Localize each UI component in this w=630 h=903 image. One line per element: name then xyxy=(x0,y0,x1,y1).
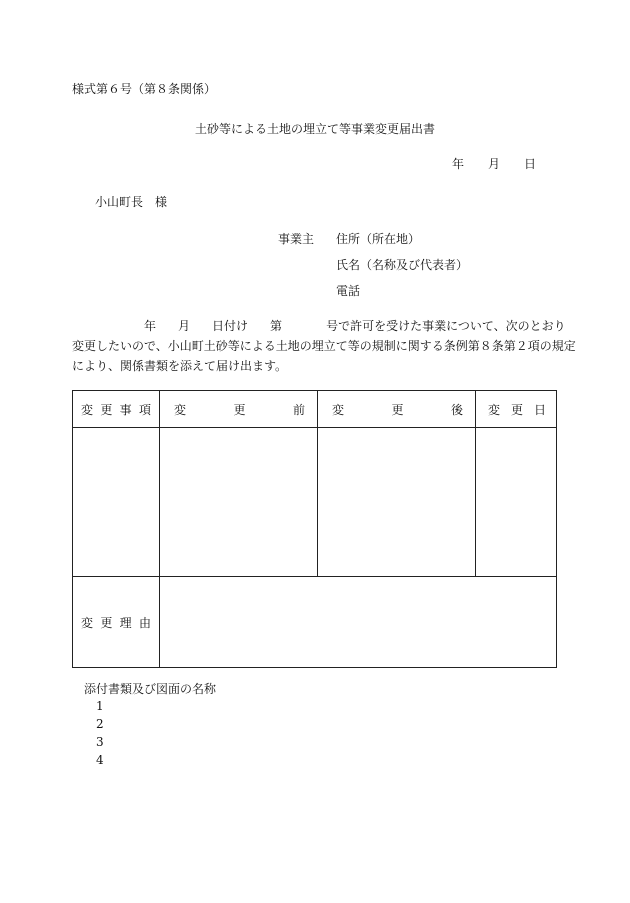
permit-number-prefix: 第 xyxy=(270,319,283,333)
form-number: 様式第６号（第８条関係） xyxy=(72,82,217,96)
document-title: 土砂等による土地の埋立て等事業変更届出書 xyxy=(194,122,435,136)
date-month-label: 月 xyxy=(488,157,501,171)
applicant-address-field[interactable]: 住所（所在地） xyxy=(336,232,421,246)
attachments-title: 添付書類及び図面の名称 xyxy=(84,682,217,696)
after-change-cell[interactable] xyxy=(318,428,476,577)
before-change-cell[interactable] xyxy=(160,428,318,577)
applicant-name-field[interactable]: 氏名（名称及び代表者） xyxy=(336,258,469,272)
body-line-2: 変更したいので、小山町土砂等による土地の埋立て等の規制に関する条例第８条第２項の規定 xyxy=(72,339,576,353)
reason-cell[interactable] xyxy=(160,577,557,668)
date-line xyxy=(452,155,536,172)
addressee: 小山町長 様 xyxy=(95,195,168,209)
change-date-cell[interactable] xyxy=(476,428,557,577)
attachment-item: 2 xyxy=(96,717,104,731)
date-day-label: 日 xyxy=(524,157,537,171)
attachment-item: 3 xyxy=(96,735,104,749)
change-table xyxy=(72,390,557,668)
attachment-item: 1 xyxy=(96,699,104,713)
permit-day-label: 日付け xyxy=(212,319,249,333)
header-change-item: 変 更 事 項 xyxy=(73,391,160,428)
header-after-change: 変 更 後 xyxy=(318,391,476,428)
table-reason-row xyxy=(73,577,557,668)
table-content-row xyxy=(73,428,557,577)
applicant-label: 事業主 xyxy=(278,232,315,246)
reason-label: 変 更 理 由 xyxy=(73,577,160,668)
body-line-1-rest: 号で許可を受けた事業について、次のとおり xyxy=(326,319,566,333)
applicant-phone-field[interactable]: 電話 xyxy=(336,284,361,298)
permit-month-label: 月 xyxy=(178,319,191,333)
header-change-date: 変 更 日 xyxy=(476,391,557,428)
body-line-1 xyxy=(72,316,564,336)
body-line-3: により、関係書類を添えて届け出ます。 xyxy=(72,359,288,373)
attachment-item: 4 xyxy=(96,753,104,767)
table-header-row xyxy=(73,391,557,428)
permit-year-label: 年 xyxy=(144,319,157,333)
change-item-cell[interactable] xyxy=(73,428,160,577)
date-year-label: 年 xyxy=(452,157,465,171)
header-before-change: 変 更 前 xyxy=(160,391,318,428)
body-text xyxy=(72,316,576,376)
